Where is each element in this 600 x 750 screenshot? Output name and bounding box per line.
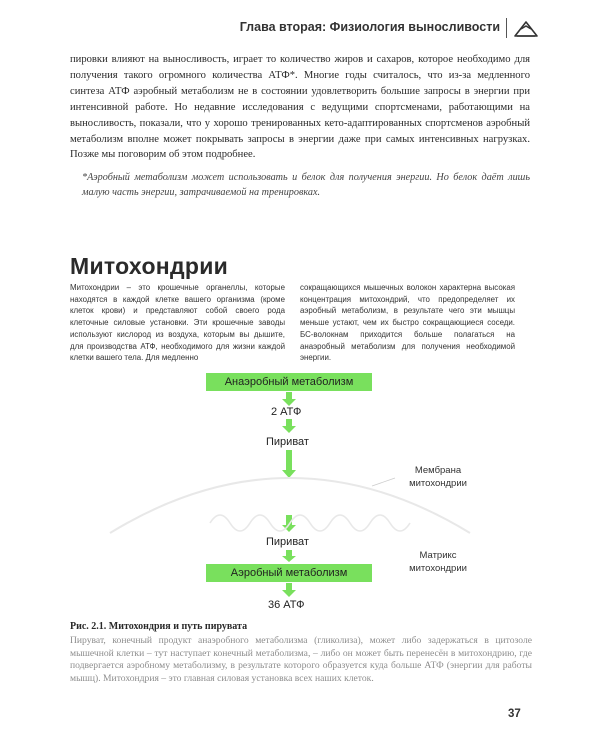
- atp-2-label: 2 АТФ: [271, 406, 302, 418]
- body-paragraph: пировки влияют на выносливость, играет то количество жиров и сахаров, которое необходимо для получения такого огромного количества АТФ*. Многие годы считалось, что из-за медленного синтеза АТФ аэробный метаболизм не в состоянии удовлетворить большие запросы в энергии при интенсивной работе. Но недавние исследования с ведущими спортсменами, работающими на выносливость, показали, что у хорошо тренированных кето-адаптированных спортсменов аэробный метаболизм вполне может покрывать запросы в энергии даже при самых интенсивных нагрузках. Позже мы поговорим об этом подробнее.: [70, 54, 530, 161]
- footnote-text: *Аэробный метаболизм может использовать и белок для получения энергии. Но белок даёт лишь малую часть энергии, затрачиваемой на тренировках.: [82, 172, 530, 199]
- body-text: [70, 52, 530, 163]
- arrow-pyruvate-to-membrane: [282, 450, 296, 478]
- arrow-aerobic-to-atp36: [282, 583, 296, 597]
- arrow-anaerobic-to-atp: [282, 392, 296, 406]
- arrow-atp-to-pyruvate: [282, 419, 296, 433]
- arrow-pyruvate-to-aerobic: [282, 550, 296, 562]
- section-column-left: Митохондрии – это крошечные органеллы, которые находятся в каждой клетке вашего организма (кроме клеток крови) и представляют собой своего рода клеточные силовые установки. Эти крошечные заводы используют кислород из воздуха, которым вы дышите, для производства АТФ, необходимого для жизни каждой клетки вашего тела. Для медленно: [70, 283, 285, 363]
- matrix-label-line2: митохондрии: [409, 562, 467, 574]
- atp-36-label: 36 АТФ: [268, 599, 305, 611]
- anaerobic-metabolism-box: Анаэробный метаболизм: [206, 373, 372, 391]
- membrane-label: [395, 465, 481, 490]
- running-header: [0, 14, 600, 44]
- mountain-icon: [512, 16, 540, 40]
- section-column-right: сокращающихся мышечных волокон характерна высокая концентрация митохондрий, что предопределяет их аэробный метаболизм, в результате чего эти мышцы меньше устают, чем их быстро сокращающиеся соседи. БС-волокнам приходится больше полагаться на анаэробный метаболизм для получения необходимой энергии.: [300, 283, 515, 363]
- figure-caption-text: Пируват, конечный продукт анаэробного метаболизма (гликолиза), может либо задержаться в цитозоле мышечной клетки – тут наступает конечный метаболизма, – либо он может быть перенесён в митохондрию, где подвергается аэробному метаболизму, в результате которого образуется куда больше АТФ (энергии для работы мышц). Митохондрия – это главная силовая установка всех наших клеток.: [70, 635, 532, 684]
- footnote: [70, 170, 530, 201]
- pyruvate-bottom-label: Пириват: [266, 536, 309, 548]
- figure-caption-title: Рис. 2.1. Митохондрия и путь пирувата: [70, 621, 248, 632]
- mitochondria-diagram: [0, 368, 600, 618]
- section-title: Митохондрии: [70, 253, 229, 279]
- running-title: Глава вторая: Физиология выносливости: [239, 20, 500, 34]
- matrix-label-line1: Матрикс: [419, 550, 457, 561]
- membrane-label-line1: Мембрана: [414, 465, 462, 476]
- pyruvate-top-label: Пириват: [266, 436, 309, 448]
- matrix-label: [395, 550, 481, 575]
- page-number: 37: [508, 708, 521, 720]
- membrane-label-line2: митохондрии: [409, 477, 467, 489]
- cristae-wave: [210, 515, 410, 531]
- header-divider: [506, 18, 507, 38]
- membrane-leader-line: [372, 478, 395, 486]
- aerobic-metabolism-box: Аэробный метаболизм: [206, 564, 372, 582]
